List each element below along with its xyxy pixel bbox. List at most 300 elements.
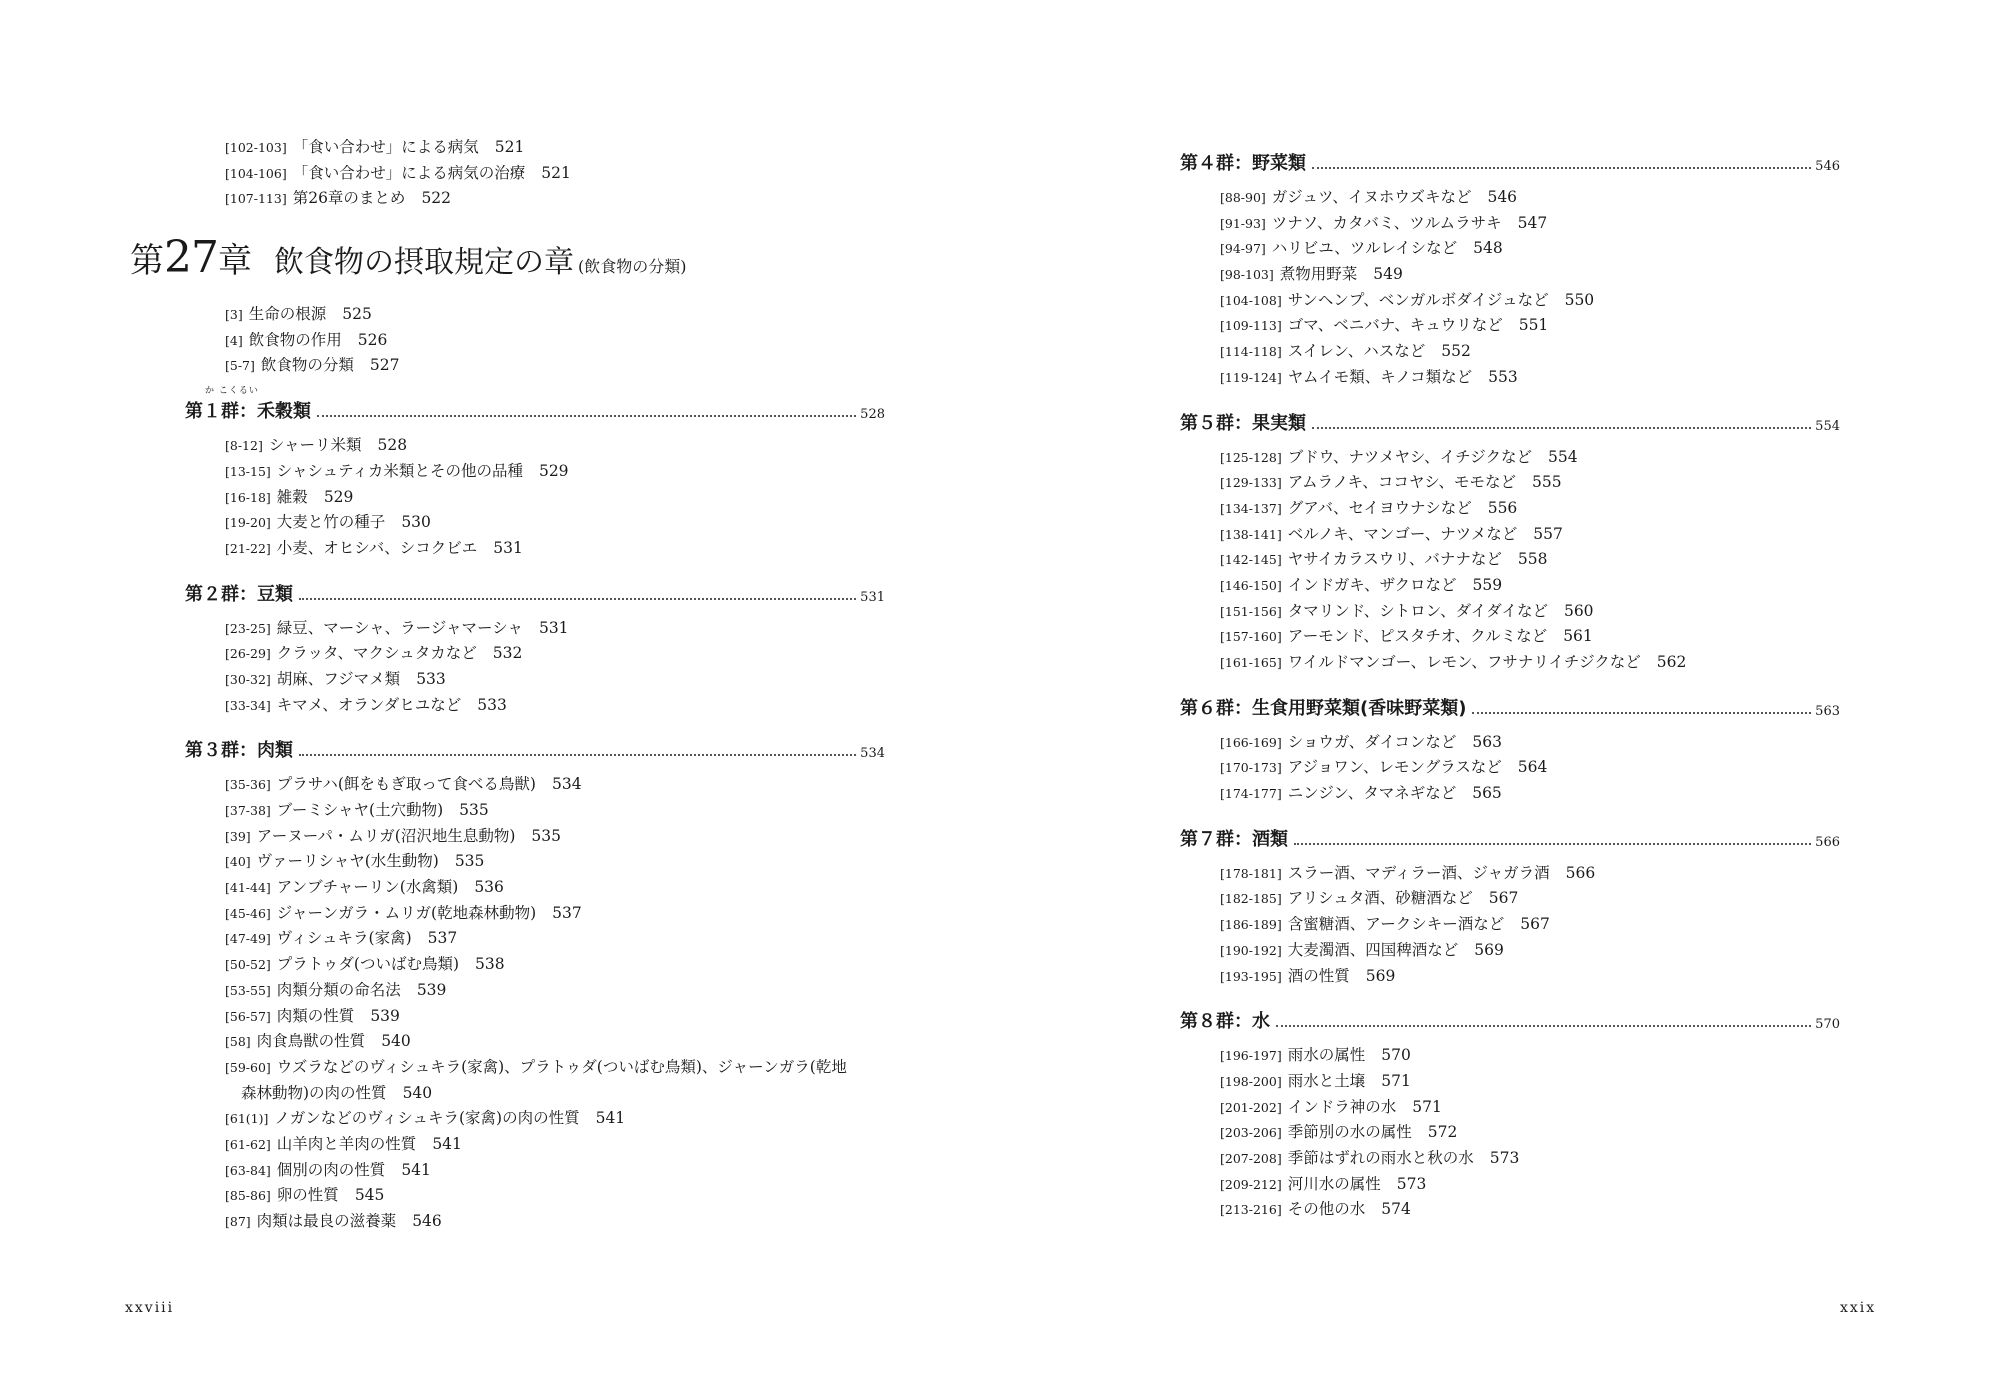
- group-name: [1180, 149, 1306, 175]
- entry-code: [157-160]: [1220, 629, 1282, 645]
- entry-title: ワイルドマンゴー、レモン、フサナリイチジクなど: [1287, 653, 1641, 671]
- toc-entry: [185, 926, 885, 952]
- entry-title: 季節はずれの雨水と秋の水: [1287, 1148, 1474, 1167]
- group-name-text: 第４群：野菜類: [1180, 153, 1306, 174]
- toc-entry: [185, 772, 885, 798]
- entry-code: [209-212]: [1220, 1176, 1282, 1192]
- entry-page-number: 541: [595, 1109, 626, 1128]
- entry-page-number: 535: [459, 801, 489, 819]
- entry-page-number: 560: [1563, 601, 1594, 620]
- entry-code: [104-106]: [225, 165, 287, 181]
- entry-title: 「食い合わせ」による病気の治療: [292, 163, 526, 182]
- entry-code: [102-103]: [225, 140, 287, 155]
- entry-code: [13-15]: [225, 463, 271, 479]
- entry-title: その他の水: [1287, 1200, 1366, 1219]
- dot-leader: [1472, 711, 1811, 714]
- entry-code: [40]: [225, 854, 251, 870]
- entry-title: ショウガ、ダイコンなど: [1287, 732, 1457, 751]
- group-name: [185, 386, 311, 423]
- entry-title: 雑穀: [276, 487, 308, 506]
- entry-code: [87]: [225, 1214, 251, 1229]
- entry-page-number: 531: [493, 538, 523, 557]
- entry-title: スイレン、ハスなど: [1287, 342, 1426, 361]
- toc-entry: [1180, 236, 1840, 262]
- entry-page-number: 541: [432, 1134, 462, 1153]
- toc-entry: [1180, 624, 1840, 650]
- dot-leader: [1312, 426, 1811, 429]
- entry-title: シャーリ米類: [268, 436, 362, 455]
- toc-entry: [185, 186, 885, 212]
- toc-entry: [185, 952, 885, 978]
- entry-page-number: 522: [421, 189, 452, 208]
- group-heading: [185, 578, 885, 606]
- entry-page-number: 546: [1487, 188, 1518, 206]
- entry-title: アーモンド、ピスタチオ、クルミなど: [1287, 627, 1548, 646]
- entry-page-number: 563: [1472, 732, 1502, 751]
- group-entries: [1180, 445, 1840, 676]
- toc-entry: [185, 641, 885, 667]
- toc-entry: [1180, 470, 1840, 496]
- group-page-number: 534: [860, 746, 885, 762]
- entry-code: [114-118]: [1220, 344, 1282, 360]
- entry-code: [201-202]: [1220, 1099, 1282, 1115]
- group-page-number: 531: [860, 589, 885, 605]
- entry-page-number: 540: [402, 1083, 433, 1102]
- entry-page-number: 559: [1472, 575, 1503, 594]
- entry-title: インドガキ、ザクロなど: [1287, 575, 1457, 594]
- entry-title: ゴマ、ベニバナ、キュウリなど: [1287, 316, 1503, 335]
- group-name: [1180, 825, 1288, 851]
- chapter-heading: [130, 232, 885, 294]
- toc-entry: [185, 978, 885, 1004]
- entry-title: 酒の性質: [1287, 966, 1350, 985]
- entry-code: [21-22]: [225, 540, 271, 556]
- toc-entry: [185, 536, 885, 562]
- entry-title: ヴァーリシャヤ(水生動物): [256, 852, 439, 871]
- chapter-title: 飲食物の摂取規定の章: [274, 245, 574, 281]
- toc-entry: [185, 901, 885, 927]
- entry-page-number: 574: [1381, 1200, 1411, 1219]
- entry-page-number: 533: [416, 669, 446, 688]
- group-page-number: 554: [1815, 418, 1840, 434]
- entry-code: [88-90]: [1220, 190, 1266, 205]
- toc-entry: [1180, 1146, 1840, 1172]
- group-name: [1180, 694, 1466, 720]
- entry-page-number: 541: [401, 1160, 431, 1179]
- toc-entry: [1180, 650, 1840, 676]
- entry-title: ノガンなどのヴィシュキラ(家禽)の肉の性質: [274, 1109, 580, 1128]
- entry-code: [8-12]: [225, 438, 263, 454]
- right-groups: [1180, 147, 1840, 1223]
- entry-code: [198-200]: [1220, 1073, 1282, 1089]
- entry-code: [213-216]: [1220, 1202, 1282, 1218]
- entry-title: プラトゥダ(ついばむ鳥類): [276, 955, 460, 974]
- entry-page-number: 539: [416, 980, 447, 999]
- entry-page-number: 530: [401, 513, 431, 532]
- entry-page-number: 557: [1533, 524, 1563, 543]
- entry-page-number: 566: [1565, 863, 1596, 882]
- toc-entry: [185, 875, 885, 901]
- toc-entry: [185, 1158, 885, 1184]
- group-name: [185, 580, 293, 606]
- entry-page-number: 529: [323, 487, 354, 506]
- entry-title: 肉類は最良の滋養薬: [256, 1212, 397, 1230]
- entry-page-number: 571: [1412, 1097, 1442, 1116]
- toc-entry: [185, 1055, 885, 1081]
- dot-leader: [1312, 166, 1811, 169]
- entry-page-number: 537: [552, 903, 582, 922]
- group-name-text: 第８群：水: [1180, 1011, 1270, 1033]
- toc-entry: [185, 1004, 885, 1030]
- entry-page-number: 558: [1517, 550, 1548, 569]
- entry-title: 肉類の性質: [276, 1006, 355, 1025]
- toc-entry: [185, 328, 885, 354]
- toc-entry: [1180, 573, 1840, 599]
- entry-page-number: 532: [492, 644, 523, 663]
- chapter-subtitle: (飲食物の分類): [578, 257, 687, 277]
- dot-leader: [299, 597, 856, 600]
- toc-entry: [1180, 313, 1840, 339]
- entry-title: 小麦、オヒシバ、シコクビエ: [276, 538, 478, 557]
- entry-title: 含蜜糖酒、アークシキー酒など: [1287, 915, 1505, 934]
- toc-entry: [1180, 781, 1840, 807]
- entry-page-number: 521: [494, 138, 525, 156]
- toc-entry: [1180, 1172, 1840, 1198]
- toc-entry: [185, 161, 885, 187]
- entry-code: [61(1)]: [225, 1111, 269, 1127]
- entry-page-number: 533: [477, 695, 507, 714]
- entry-page-number: 534: [551, 775, 582, 794]
- group-entries: [185, 616, 885, 719]
- entry-page-number: 549: [1373, 265, 1403, 284]
- toc-entry: [185, 485, 885, 511]
- toc-entry: [185, 353, 885, 379]
- entry-code: [33-34]: [225, 697, 271, 713]
- entry-code: [94-97]: [1220, 241, 1266, 257]
- dot-leader: [299, 753, 856, 756]
- entry-code: [5-7]: [225, 358, 255, 374]
- entry-code: [50-52]: [225, 957, 271, 973]
- group-name: [1180, 409, 1306, 435]
- entry-title: ヤムイモ類、キノコ類など: [1287, 367, 1473, 386]
- toc-entry: [1180, 1095, 1840, 1121]
- entry-page-number: 570: [1381, 1046, 1411, 1065]
- toc-entry: [185, 1081, 885, 1107]
- entry-code: [207-208]: [1220, 1150, 1282, 1166]
- entry-code: [119-124]: [1220, 369, 1282, 385]
- left-toc-column: [130, 135, 885, 1235]
- entry-title: ウズラなどのヴィシュキラ(家禽)、プラトゥダ(ついばむ鳥類)、ジャーンガラ(乾地: [276, 1057, 847, 1076]
- entry-page-number: 555: [1532, 473, 1562, 492]
- toc-entry: [1180, 886, 1840, 912]
- entry-page-number: 572: [1427, 1123, 1458, 1142]
- group-page-number: 563: [1815, 703, 1840, 719]
- entry-page-number: 573: [1489, 1148, 1520, 1167]
- toc-entry: [1180, 599, 1840, 625]
- entry-page-number: 564: [1517, 758, 1548, 777]
- entry-title: グアバ、セイヨウナシなど: [1287, 498, 1472, 517]
- entry-title: 山羊肉と羊肉の性質: [276, 1134, 417, 1153]
- entry-code: [3]: [225, 307, 243, 323]
- entry-page-number: 546: [412, 1212, 442, 1230]
- entry-page-number: 535: [454, 852, 485, 871]
- entry-title: スラー酒、マディラー酒、ジャガラ酒: [1287, 863, 1550, 882]
- entry-title: 季節別の水の属性: [1287, 1123, 1412, 1142]
- group-name-ruby: か こくるい: [205, 386, 259, 397]
- dot-leader: [317, 414, 856, 417]
- entry-page-number: 531: [538, 618, 569, 637]
- toc-entry: [1180, 1069, 1840, 1095]
- group-name-text: 第２群：豆類: [185, 583, 293, 605]
- toc-entry: [185, 849, 885, 875]
- entry-code: [182-185]: [1220, 891, 1282, 907]
- toc-entry: [1180, 211, 1840, 237]
- entry-title: ベルノキ、マンゴー、ナツメなど: [1287, 524, 1518, 543]
- toc-entry: [185, 693, 885, 719]
- toc-entry: [1180, 522, 1840, 548]
- toc-entry: [1180, 1120, 1840, 1146]
- entry-page-number: 553: [1488, 367, 1518, 386]
- toc-entry: [1180, 547, 1840, 573]
- entry-page-number: 569: [1365, 966, 1396, 985]
- toc-entry: [185, 1132, 885, 1158]
- entry-title: 緑豆、マーシャ、ラージャマーシャ: [276, 618, 523, 637]
- entry-code: [35-36]: [225, 777, 271, 793]
- entry-code: [186-189]: [1220, 917, 1282, 933]
- entry-code: [30-32]: [225, 671, 271, 687]
- dot-leader: [1294, 842, 1811, 845]
- entry-page-number: 556: [1487, 498, 1518, 517]
- entry-title: 飲食物の作用: [248, 330, 342, 349]
- entry-code: [146-150]: [1220, 577, 1282, 593]
- toc-entry: [185, 1183, 885, 1209]
- dot-leader: [1276, 1024, 1811, 1027]
- entry-title: 雨水の属性: [1287, 1046, 1366, 1065]
- entry-page-number: 548: [1473, 239, 1503, 258]
- entry-code: [151-156]: [1220, 603, 1282, 619]
- toc-entry: [1180, 755, 1840, 781]
- entry-title: キマメ、オランダヒユなど: [276, 695, 462, 714]
- entry-title: 煮物用野菜: [1279, 265, 1358, 284]
- toc-entry: [1180, 288, 1840, 314]
- entry-code: [59-60]: [225, 1059, 271, 1075]
- entry-title: アンブチャーリン(水禽類): [276, 878, 459, 897]
- toc-entry: [185, 616, 885, 642]
- entry-code: [109-113]: [1220, 318, 1282, 334]
- left-groups: [185, 386, 885, 1235]
- entry-code: [134-137]: [1220, 500, 1282, 516]
- entry-code: [58]: [225, 1034, 251, 1050]
- toc-entry: [185, 459, 885, 485]
- entry-code: [161-165]: [1220, 655, 1282, 670]
- entry-code: [174-177]: [1220, 786, 1282, 802]
- entry-title: ジャーンガラ・ムリガ(乾地森林動物): [276, 903, 537, 922]
- entry-page-number: 552: [1441, 342, 1471, 361]
- entry-code: [53-55]: [225, 982, 271, 998]
- entry-code: [190-192]: [1220, 942, 1282, 958]
- entry-page-number: 551: [1518, 316, 1549, 335]
- chapter-prefix: 第: [130, 241, 164, 282]
- group-heading: [1180, 407, 1840, 435]
- group-entries: [185, 433, 885, 561]
- entry-title: ツナソ、カタバミ、ツルムラサキ: [1271, 213, 1502, 232]
- entry-code: [125-128]: [1220, 449, 1282, 465]
- entry-code: [170-173]: [1220, 760, 1282, 776]
- group-heading: [1180, 692, 1840, 720]
- group-page-number: 528: [860, 407, 885, 423]
- entry-title: ガジュツ、イヌホウズキなど: [1271, 188, 1472, 206]
- group-name-text: 第１群：禾穀類: [185, 401, 311, 423]
- entry-title: シャシュティカ米類とその他の品種: [276, 461, 523, 480]
- entry-page-number: 571: [1381, 1071, 1411, 1090]
- entry-title: ブドウ、ナツメヤシ、イチジクなど: [1287, 447, 1532, 466]
- entry-title: クラッタ、マクシュタカなど: [276, 644, 477, 663]
- entry-page-number: 539: [370, 1006, 400, 1025]
- entry-title: アーヌーパ・ムリガ(沼沢地生息動物): [256, 826, 516, 845]
- entry-title: ニンジン、タマネギなど: [1287, 784, 1457, 803]
- entry-code: [47-49]: [225, 931, 271, 947]
- group-entries: [185, 772, 885, 1234]
- entry-page-number: 573: [1396, 1174, 1427, 1193]
- group-heading: [1180, 1005, 1840, 1033]
- toc-entry: [1180, 938, 1840, 964]
- entry-code: [4]: [225, 332, 243, 348]
- entry-title: 卵の性質: [276, 1186, 339, 1205]
- entry-code: [63-84]: [225, 1162, 271, 1178]
- entry-code: [41-44]: [225, 880, 271, 896]
- chapter-entries: [185, 302, 885, 379]
- entry-title: 生命の根源: [248, 305, 327, 324]
- group-page-number: 566: [1815, 834, 1840, 850]
- toc-entry: [1180, 1197, 1840, 1223]
- entry-page-number: 529: [538, 461, 569, 480]
- top-entries: [185, 135, 885, 212]
- group-name-text: 第７群：酒類: [1180, 828, 1288, 850]
- entry-page-number: 567: [1488, 889, 1519, 908]
- entry-page-number: 538: [475, 955, 505, 974]
- toc-entry: [185, 667, 885, 693]
- entry-code: [98-103]: [1220, 267, 1274, 283]
- toc-entry: [185, 302, 885, 328]
- toc-entry: [1180, 262, 1840, 288]
- group-entries: [1180, 730, 1840, 807]
- entry-page-number: 528: [377, 436, 408, 455]
- entry-title: ヤサイカラスウリ、バナナなど: [1287, 550, 1502, 569]
- entry-code: [26-29]: [225, 646, 271, 662]
- entry-title: 肉食鳥獣の性質: [256, 1032, 366, 1051]
- entry-title: 個別の肉の性質: [276, 1160, 386, 1179]
- entry-title: サンヘンプ、ベンガルボダイジュなど: [1287, 290, 1549, 309]
- toc-entry: [185, 510, 885, 536]
- entry-title: 大麦濁酒、四国稗酒など: [1287, 940, 1459, 959]
- entry-title: 飲食物の分類: [260, 356, 354, 375]
- entry-page-number: 554: [1547, 447, 1578, 466]
- entry-page-number: 540: [381, 1032, 411, 1051]
- toc-entry: [185, 135, 885, 161]
- entry-page-number: 567: [1520, 915, 1550, 934]
- toc-entry: [1180, 964, 1840, 990]
- entry-code: [129-133]: [1220, 475, 1282, 491]
- entry-page-number: 537: [427, 929, 458, 948]
- entry-code: [193-195]: [1220, 968, 1282, 984]
- group-name: [1180, 1007, 1270, 1033]
- toc-entry: [185, 1106, 885, 1132]
- entry-title: アリシュタ酒、砂糖酒など: [1287, 889, 1473, 908]
- group-entries: [1180, 861, 1840, 989]
- toc-entry: [185, 798, 885, 824]
- entry-code: [178-181]: [1220, 865, 1282, 881]
- group-name-text: 第６群：生食用野菜類(香味野菜類): [1180, 697, 1467, 719]
- toc-entry: [185, 824, 885, 850]
- toc-entry: [1180, 365, 1840, 391]
- entry-title: タマリンド、シトロン、ダイダイなど: [1287, 601, 1548, 620]
- entry-page-number: 562: [1656, 653, 1687, 671]
- entry-title: インドラ神の水: [1287, 1097, 1397, 1116]
- entry-page-number: 536: [474, 878, 504, 897]
- group-name-text: 第３群：肉類: [185, 740, 293, 762]
- entry-page-number: 545: [354, 1186, 385, 1205]
- entry-code: [16-18]: [225, 489, 271, 505]
- entry-page-number: 547: [1517, 213, 1548, 232]
- entry-code: [196-197]: [1220, 1048, 1282, 1064]
- entry-title: プラサハ(餌をもぎ取って食べる鳥獣): [276, 775, 536, 794]
- group-entries: [1180, 185, 1840, 391]
- entry-title: 肉類分類の命名法: [276, 980, 401, 999]
- right-page: [1000, 0, 2000, 1400]
- entry-title: アジョワン、レモングラスなど: [1287, 758, 1502, 777]
- entry-code: [85-86]: [225, 1188, 271, 1204]
- page-folio-left: xxviii: [125, 1300, 175, 1316]
- entry-title: 「食い合わせ」による病気: [292, 138, 479, 156]
- group-heading: [1180, 147, 1840, 175]
- group-entries: [1180, 1043, 1840, 1223]
- entry-code: [107-113]: [225, 191, 287, 207]
- entry-title: ヴィシュキラ(家禽): [276, 929, 412, 948]
- toc-entry: [1180, 730, 1840, 756]
- entry-page-number: 561: [1563, 627, 1593, 646]
- entry-title: 大麦と竹の種子: [276, 513, 386, 532]
- entry-page-number: 535: [531, 826, 561, 845]
- entry-page-number: 550: [1564, 290, 1595, 309]
- entry-title: 河川水の属性: [1287, 1174, 1381, 1193]
- chapter-number: 27: [164, 232, 218, 284]
- entry-code: [61-62]: [225, 1136, 271, 1152]
- toc-entry: [1180, 185, 1840, 211]
- group-name: [185, 736, 293, 762]
- toc-entry: [185, 1209, 885, 1235]
- entry-code: [45-46]: [225, 905, 271, 921]
- group-page-number: 546: [1815, 159, 1840, 174]
- group-page-number: 570: [1815, 1017, 1840, 1033]
- toc-entry: [1180, 339, 1840, 365]
- entry-code: [39]: [225, 828, 251, 844]
- toc-entry: [1180, 1043, 1840, 1069]
- entry-page-number: 525: [342, 305, 372, 324]
- toc-entry: [1180, 861, 1840, 887]
- right-toc-column: [1180, 147, 1840, 1223]
- entry-code: [23-25]: [225, 620, 271, 636]
- toc-entry: [1180, 445, 1840, 471]
- entry-title: ハリビユ、ツルレイシなど: [1271, 239, 1458, 258]
- toc-entry: [1180, 912, 1840, 938]
- entry-code: [19-20]: [225, 515, 271, 531]
- entry-code: [142-145]: [1220, 552, 1282, 568]
- entry-code: [138-141]: [1220, 526, 1282, 542]
- toc-entry: [185, 433, 885, 459]
- toc-entry: [185, 1029, 885, 1055]
- entry-page-number: 521: [541, 163, 571, 182]
- group-name-text: 第５群：果実類: [1180, 412, 1306, 434]
